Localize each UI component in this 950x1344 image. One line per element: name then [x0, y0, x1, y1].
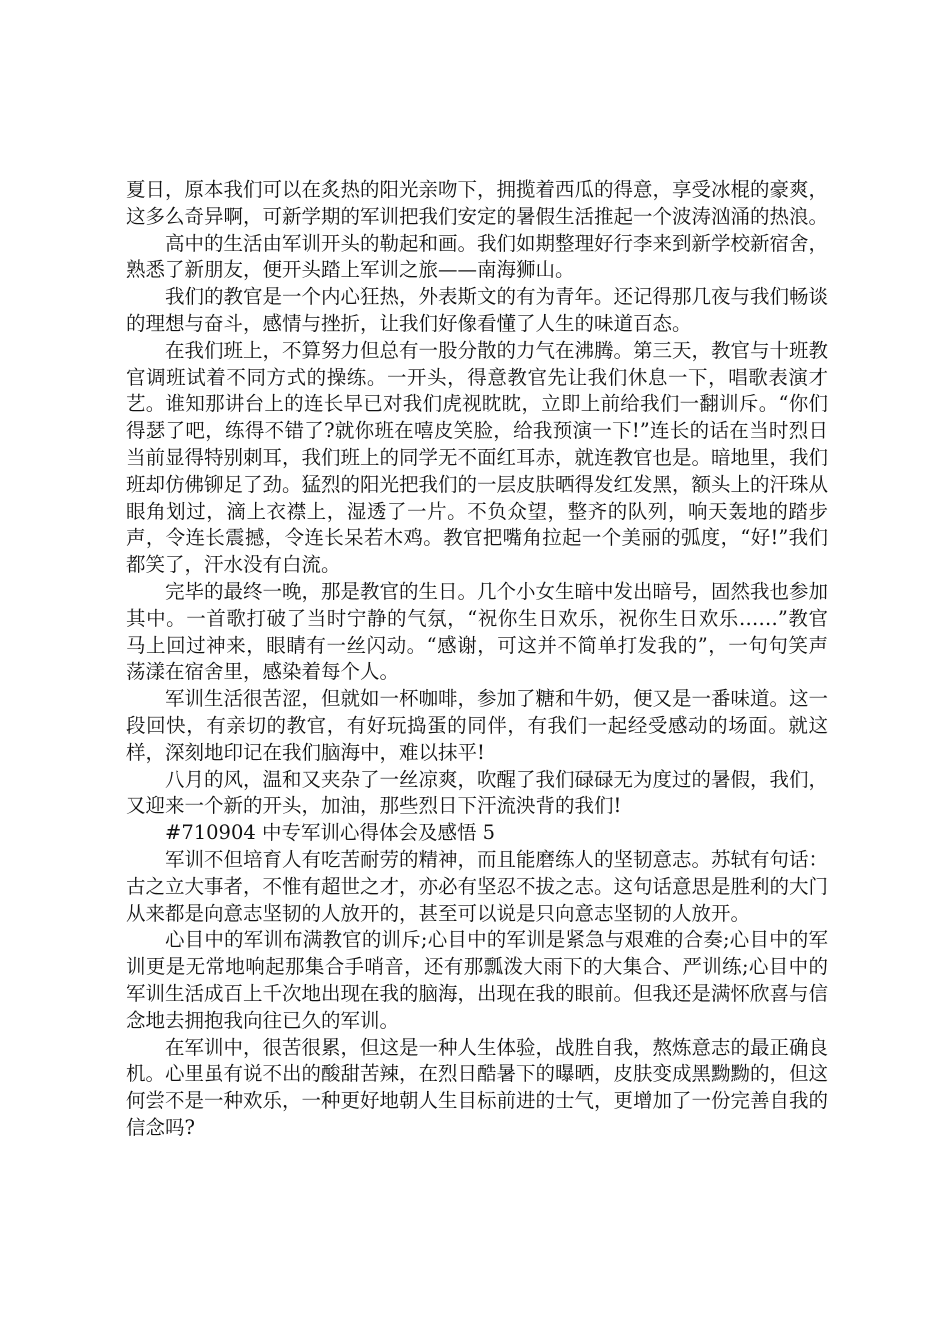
paragraph-3: 我们的教官是一个内心狂热，外表斯文的有为青年。还记得那几夜与我们畅谈的理想与奋斗，感情与挫折，让我们好像看懂了人生的味道百态。 — [126, 285, 829, 335]
paragraph-10: 在军训中，很苦很累，但这是一种人生体验，战胜自我，熬炼意志的最正确良机。心里虽有说不出的酸甜苦辣，在烈日酷暑下的曝晒，皮肤变成黑黝黝的，但这何尝不是一种欢乐，一种更好地朝人生目标前进的士气，更增加了一份完善自我的信念吗? — [126, 1035, 829, 1139]
paragraph-1: 夏日，原本我们可以在炙热的阳光亲吻下，拥揽着西瓜的得意，享受冰棍的豪爽，这多么奇异啊，可新学期的军训把我们安定的暑假生活推起一个波涛汹涌的热浪。 — [126, 178, 829, 228]
document-page — [126, 177, 828, 1142]
paragraph-7: 八月的风，温和又夹杂了一丝凉爽，吹醒了我们碌碌无为度过的暑假，我们，又迎来一个新的开头，加油，那些烈日下汗流泱背的我们! — [126, 767, 829, 818]
section-heading: #710904 中专军训心得体会及感悟 5 — [165, 821, 496, 845]
paragraph-5: 完毕的最终一晚，那是教官的生日。几个小女生暗中发出暗号，固然我也参加其中。一首歌打破了当时宁静的气氛，“祝你生日欢乐，祝你生日欢乐……”教官马上回过神来，眼睛有一丝闪动。“感谢，可这并不简单打发我的”，一句句笑声荡漾在宿舍里，感染着每个人。 — [126, 579, 829, 684]
paragraph-6: 军训生活很苦涩，但就如一杯咖啡，参加了糖和牛奶，便又是一番味道。这一段回快，有亲切的教官，有好玩捣蛋的同伴，有我们一起经受感动的场面。就这样，深刻地印记在我们脑海中，难以抹平! — [126, 687, 829, 764]
paragraph-9: 心目中的军训布满教官的训斥;心目中的军训是紧急与艰难的合奏;心目中的军训更是无常地响起那集合手哨音，还有那瓢泼大雨下的大集合、严训练;心目中的军训生活成百上千次地出现在我的脑海，出现在我的眼前。但我还是满怀欣喜与信念地去拥抱我向往已久的军训。 — [126, 928, 829, 1032]
paragraph-8: 军训不但培育人有吃苦耐劳的精神，而且能磨练人的坚韧意志。苏轼有句话：古之立大事者，不惟有超世之才，亦必有坚忍不拔之志。这句话意思是胜利的大门从来都是向意志坚韧的人放开的，甚至可以说是只向意志坚韧的人放开。 — [126, 847, 829, 925]
paragraph-2: 高中的生活由军训开头的勒起和画。我们如期整理好行李来到新学校新宿舍，熟悉了新朋友，便开头踏上军训之旅——南海狮山。 — [126, 231, 829, 282]
paragraph-4: 在我们班上，不算努力但总有一股分散的力气在沸腾。第三天，教官与十班教官调班试着不同方式的操练。一开头，得意教官先让我们休息一下，唱歌表演才艺。谁知那讲台上的连长早已对我们虎视眈眈，立即上前给我们一翻训斥。“你们得瑟了吧，练得不错了?就你班在嘻皮笑脸，给我预演一下!”连长的话在当时烈日当前显得特别刺耳，我们班上的同学无不面红耳赤，就连教官也是。暗地里，我们班却仿佛铆足了劲。猛烈的阳光把我们的一层皮肤晒得发红发黑，额头上的汗珠从眼角划过，滴上衣襟上，湿透了一片。不负众望，整齐的队列，响天轰地的踏步声，令连长震撼，令连长呆若木鸡。教官把嘴角拉起一个美丽的弧度，“好!”我们都笑了，汗水没有白流。 — [126, 338, 829, 577]
